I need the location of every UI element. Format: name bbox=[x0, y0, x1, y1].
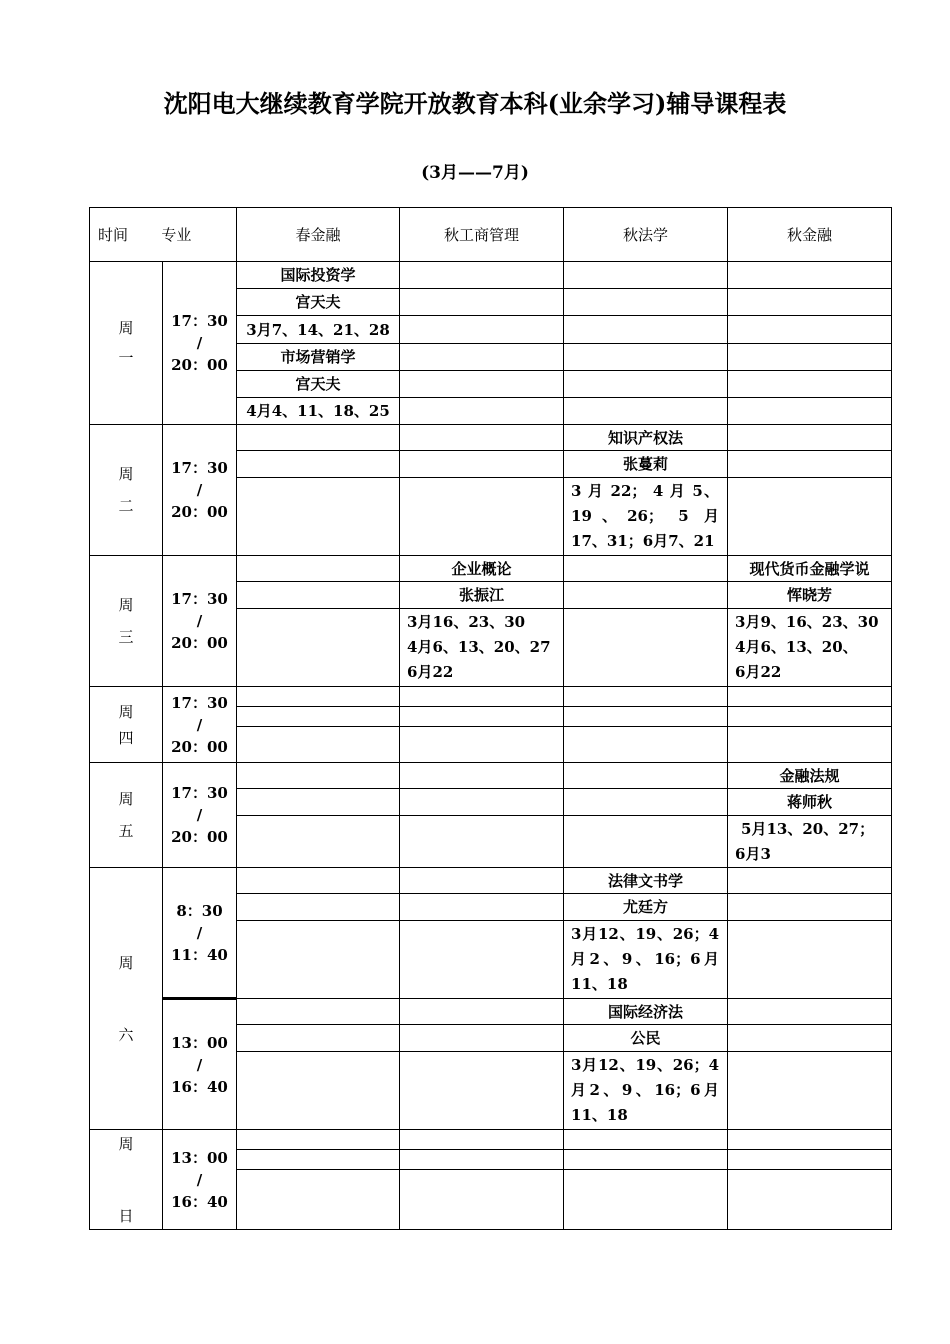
day-wed: 周 三 bbox=[90, 556, 163, 687]
header-time-major bbox=[90, 208, 237, 262]
header-col-2: 秋工商管理 bbox=[400, 208, 564, 262]
mon-course-1: 国际投资学 bbox=[237, 262, 400, 289]
tue-teacher: 张蔓莉 bbox=[564, 451, 728, 478]
tue-row-1 bbox=[90, 425, 892, 451]
wed-teacher-d: 恽晓芳 bbox=[728, 582, 892, 609]
time-mon: 17：30 / 20：00 bbox=[163, 262, 237, 425]
mon-teacher-2: 宫天夫 bbox=[237, 371, 400, 398]
sat-pm-teacher: 公民 bbox=[564, 1025, 728, 1052]
mon-dates-2: 4月4、11、18、25 bbox=[237, 398, 400, 425]
fri-course: 金融法规 bbox=[728, 763, 892, 789]
time-thu: 17：30 / 20：00 bbox=[163, 687, 237, 763]
header-row bbox=[90, 208, 892, 262]
header-col-3: 秋法学 bbox=[564, 208, 728, 262]
thu-row-1 bbox=[90, 687, 892, 707]
wed-dates-b: 3月16、23、30 4月6、13、20、27 6月22 bbox=[400, 609, 564, 687]
time-sat-pm: 13：00 / 16：40 bbox=[163, 999, 237, 1130]
sat-row-4 bbox=[90, 999, 892, 1025]
page-title: 沈阳电大继续教育学院开放教育本科(业余学习)辅导课程表 bbox=[163, 89, 787, 118]
day-mon: 周 一 bbox=[90, 262, 163, 425]
tue-course: 知识产权法 bbox=[564, 425, 728, 451]
fri-teacher: 蒋师秋 bbox=[728, 789, 892, 816]
sat-am-course: 法律文书学 bbox=[564, 868, 728, 894]
wed-row-1 bbox=[90, 556, 892, 582]
mon-course-2: 市场营销学 bbox=[237, 344, 400, 371]
header-col-4: 秋金融 bbox=[728, 208, 892, 262]
sat-pm-dates: 3月12、19、26；4月2、9、16；6月11、18 bbox=[564, 1052, 728, 1130]
time-fri: 17：30 / 20：00 bbox=[163, 763, 237, 868]
mon-dates-1: 3月7、14、21、28 bbox=[237, 316, 400, 344]
day-sun: 周 日 bbox=[90, 1130, 163, 1230]
fri-dates: 5月13、20、27； 6月3 bbox=[728, 816, 892, 868]
header-time: 时间 bbox=[98, 225, 129, 244]
schedule-table bbox=[89, 207, 892, 1230]
wed-dates-d: 3月9、16、23、30 4月6、13、20、 6月22 bbox=[728, 609, 892, 687]
wed-course-d: 现代货币金融学说 bbox=[728, 556, 892, 582]
wed-teacher-b: 张振江 bbox=[400, 582, 564, 609]
day-fri: 周 五 bbox=[90, 763, 163, 868]
sat-pm-course: 国际经济法 bbox=[564, 999, 728, 1025]
header-col-1: 春金融 bbox=[237, 208, 400, 262]
time-tue: 17：30 / 20：00 bbox=[163, 425, 237, 556]
sat-am-teacher: 尤廷方 bbox=[564, 894, 728, 921]
tue-dates: 3 月 22； 4 月 5、19、26； 5 月 17、31；6月7、21 bbox=[564, 478, 728, 556]
sat-am-dates: 3月12、19、26；4月2、9、16；6月11、18 bbox=[564, 921, 728, 999]
mon-teacher-1: 宫天夫 bbox=[237, 289, 400, 316]
time-sat-am: 8：30 / 11：40 bbox=[163, 868, 237, 999]
header-major: 专业 bbox=[161, 225, 192, 244]
page-subtitle: (3月——7月) bbox=[421, 163, 529, 183]
day-thu: 周 四 bbox=[90, 687, 163, 763]
wed-course-b: 企业概论 bbox=[400, 556, 564, 582]
fri-row-1 bbox=[90, 763, 892, 789]
time-sun: 13：00 / 16：40 bbox=[163, 1130, 237, 1230]
sun-row-1 bbox=[90, 1130, 892, 1150]
day-sat: 周 六 bbox=[90, 868, 163, 1130]
sat-row-1 bbox=[90, 868, 892, 894]
mon-row-1 bbox=[90, 262, 892, 289]
day-tue: 周 二 bbox=[90, 425, 163, 556]
time-wed: 17：30 / 20：00 bbox=[163, 556, 237, 687]
